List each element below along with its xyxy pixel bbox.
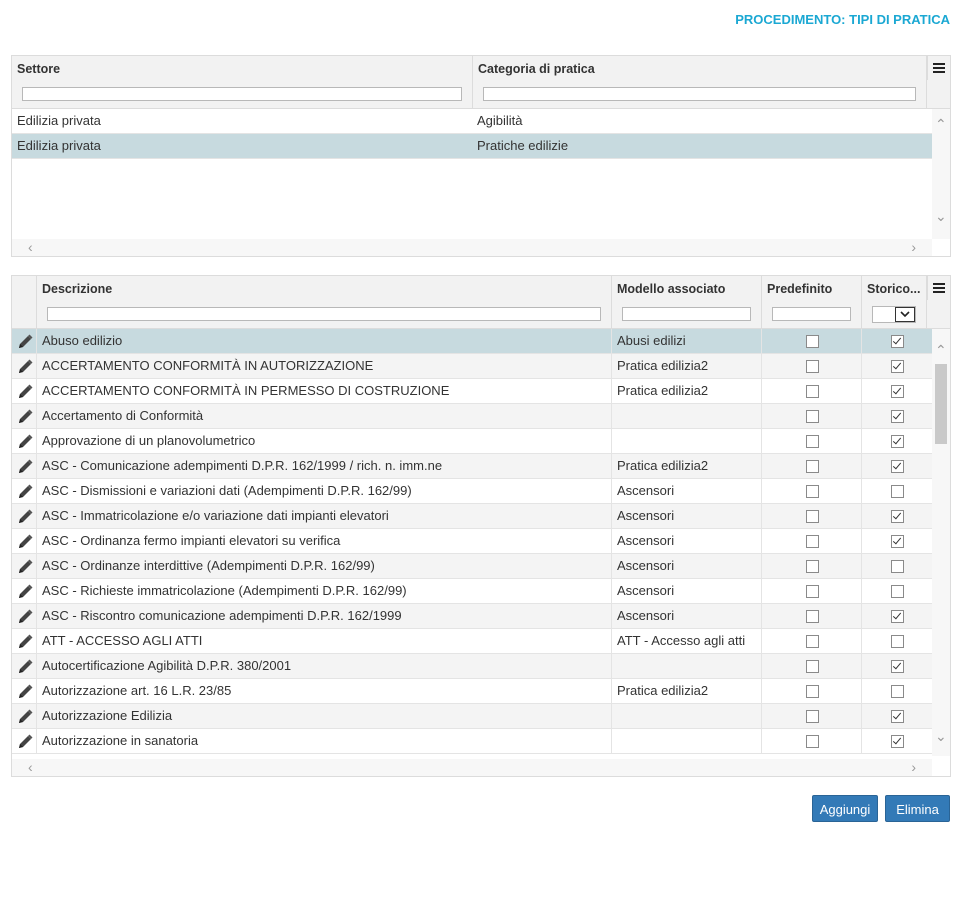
edit-cell[interactable] — [12, 729, 37, 753]
storico-checkbox[interactable] — [891, 685, 904, 698]
tipi-pratica-grid-body — [12, 329, 932, 756]
modello-cell: Abusi edilizi — [612, 329, 762, 353]
table-row[interactable] — [12, 629, 932, 654]
predefinito-checkbox[interactable] — [806, 510, 819, 523]
table-row[interactable] — [12, 329, 932, 354]
predefinito-cell — [762, 329, 862, 353]
storico-cell — [862, 729, 932, 753]
modello-cell — [612, 404, 762, 428]
delete-button[interactable]: Elimina — [885, 795, 950, 822]
edit-cell[interactable] — [12, 454, 37, 478]
column-descrizione-label: Descrizione — [42, 282, 113, 296]
predefinito-cell — [762, 679, 862, 703]
grid2-vertical-scrollbar[interactable] — [932, 329, 950, 756]
chevron-right-icon[interactable]: › — [911, 239, 916, 255]
storico-cell — [862, 654, 932, 678]
edit-cell[interactable] — [12, 479, 37, 503]
predefinito-checkbox[interactable] — [806, 410, 819, 423]
table-row[interactable] — [12, 109, 932, 134]
descrizione-cell: Accertamento di Conformità — [37, 404, 612, 428]
table-row[interactable] — [12, 529, 932, 554]
descrizione-cell: Approvazione di un planovolumetrico — [37, 429, 612, 453]
storico-cell — [862, 504, 932, 528]
storico-cell — [862, 479, 932, 503]
descrizione-cell: ASC - Dismissioni e variazioni dati (Adempimenti D.P.R. 162/99) — [37, 479, 612, 503]
column-modello[interactable] — [612, 276, 762, 328]
storico-checkbox[interactable] — [891, 660, 904, 673]
column-descrizione[interactable] — [37, 276, 612, 328]
predefinito-cell — [762, 554, 862, 578]
table-row[interactable] — [12, 604, 932, 629]
storico-cell — [862, 604, 932, 628]
predefinito-cell — [762, 529, 862, 553]
descrizione-cell: ATT - ACCESSO AGLI ATTI — [37, 629, 612, 653]
descrizione-filter-input[interactable] — [47, 307, 601, 321]
edit-cell[interactable] — [12, 604, 37, 628]
grid2-menu-button[interactable] — [927, 276, 950, 300]
page-title: PROCEDIMENTO: TIPI DI PRATICA — [735, 12, 950, 27]
settore-cell: Edilizia privata — [17, 138, 101, 153]
storico-cell — [862, 704, 932, 728]
storico-checkbox[interactable] — [891, 385, 904, 398]
predefinito-cell — [762, 604, 862, 628]
predefinito-cell — [762, 429, 862, 453]
predefinito-checkbox[interactable] — [806, 435, 819, 448]
predefinito-checkbox[interactable] — [806, 560, 819, 573]
table-row[interactable] — [12, 554, 932, 579]
storico-filter-select[interactable] — [872, 306, 916, 323]
storico-checkbox[interactable] — [891, 435, 904, 448]
storico-checkbox[interactable] — [891, 460, 904, 473]
modello-cell: Ascensori — [612, 579, 762, 603]
settore-cell: Edilizia privata — [17, 113, 101, 128]
chevron-up-icon[interactable]: ⌃ — [935, 116, 947, 132]
storico-cell — [862, 329, 932, 353]
predefinito-checkbox[interactable] — [806, 685, 819, 698]
grid1-menu-button[interactable] — [927, 56, 950, 80]
table-row[interactable] — [12, 404, 932, 429]
table-row[interactable] — [12, 354, 932, 379]
column-settore-label: Settore — [17, 62, 61, 76]
column-predefinito[interactable] — [762, 276, 862, 328]
predefinito-checkbox[interactable] — [806, 385, 819, 398]
predefinito-cell — [762, 504, 862, 528]
predefinito-cell — [762, 579, 862, 603]
edit-cell[interactable] — [12, 529, 37, 553]
edit-cell[interactable] — [12, 404, 37, 428]
predefinito-checkbox[interactable] — [806, 535, 819, 548]
modello-cell: Ascensori — [612, 504, 762, 528]
storico-checkbox[interactable] — [891, 735, 904, 748]
predefinito-checkbox[interactable] — [806, 635, 819, 648]
edit-cell[interactable] — [12, 554, 37, 578]
storico-checkbox[interactable] — [891, 710, 904, 723]
column-edit — [12, 276, 37, 328]
table-row[interactable] — [12, 654, 932, 679]
settore-grid — [11, 55, 951, 257]
storico-checkbox[interactable] — [891, 410, 904, 423]
storico-checkbox[interactable] — [891, 535, 904, 548]
storico-checkbox[interactable] — [891, 335, 904, 348]
descrizione-cell: Autocertificazione Agibilità D.P.R. 380/2001 — [37, 654, 612, 678]
edit-cell[interactable] — [12, 379, 37, 403]
storico-checkbox[interactable] — [891, 560, 904, 573]
column-modello-label: Modello associato — [617, 282, 726, 296]
modello-cell — [612, 729, 762, 753]
predefinito-cell — [762, 704, 862, 728]
predefinito-cell — [762, 654, 862, 678]
categoria-filter-input[interactable] — [483, 87, 916, 101]
table-row[interactable] — [12, 429, 932, 454]
descrizione-cell: ASC - Riscontro comunicazione adempimenti D.P.R. 162/1999 — [37, 604, 612, 628]
table-row[interactable] — [12, 134, 932, 159]
storico-checkbox[interactable] — [891, 360, 904, 373]
table-row[interactable] — [12, 729, 932, 754]
predefinito-checkbox[interactable] — [806, 485, 819, 498]
table-row[interactable] — [12, 579, 932, 604]
storico-cell — [862, 679, 932, 703]
storico-cell — [862, 629, 932, 653]
add-button[interactable]: Aggiungi — [812, 795, 878, 822]
table-row[interactable] — [12, 504, 932, 529]
storico-cell — [862, 354, 932, 378]
storico-cell — [862, 379, 932, 403]
predefinito-checkbox[interactable] — [806, 660, 819, 673]
descrizione-cell: ACCERTAMENTO CONFORMITÀ IN AUTORIZZAZIONE — [37, 354, 612, 378]
edit-cell[interactable] — [12, 354, 37, 378]
storico-cell — [862, 554, 932, 578]
predefinito-cell — [762, 729, 862, 753]
predefinito-checkbox[interactable] — [806, 585, 819, 598]
predefinito-checkbox[interactable] — [806, 460, 819, 473]
modello-cell — [612, 704, 762, 728]
modello-cell: Pratica edilizia2 — [612, 354, 762, 378]
tipi-pratica-grid-header — [12, 276, 950, 329]
edit-cell[interactable] — [12, 329, 37, 353]
column-predefinito-label: Predefinito — [767, 282, 833, 296]
predefinito-checkbox[interactable] — [806, 360, 819, 373]
storico-cell — [862, 579, 932, 603]
column-settore[interactable] — [12, 56, 473, 108]
predefinito-cell — [762, 454, 862, 478]
descrizione-cell: Autorizzazione art. 16 L.R. 23/85 — [37, 679, 612, 703]
storico-cell — [862, 404, 932, 428]
grid2-horizontal-scrollbar[interactable] — [12, 759, 932, 776]
table-row[interactable] — [12, 679, 932, 704]
storico-checkbox[interactable] — [891, 585, 904, 598]
storico-cell — [862, 429, 932, 453]
modello-filter-input[interactable] — [622, 307, 751, 321]
edit-cell[interactable] — [12, 579, 37, 603]
table-row[interactable] — [12, 379, 932, 404]
descrizione-cell: Autorizzazione in sanatoria — [37, 729, 612, 753]
modello-cell — [612, 654, 762, 678]
chevron-down-icon[interactable]: ⌄ — [935, 728, 947, 744]
storico-checkbox[interactable] — [891, 485, 904, 498]
descrizione-cell: ASC - Ordinanza fermo impianti elevatori su verifica — [37, 529, 612, 553]
settore-grid-body — [12, 109, 932, 239]
modello-cell: Ascensori — [612, 554, 762, 578]
predefinito-cell — [762, 379, 862, 403]
column-categoria[interactable] — [473, 56, 927, 108]
modello-cell: Pratica edilizia2 — [612, 679, 762, 703]
scrollbar-thumb[interactable] — [935, 364, 947, 444]
predefinito-checkbox[interactable] — [806, 335, 819, 348]
descrizione-cell: ACCERTAMENTO CONFORMITÀ IN PERMESSO DI COSTRUZIONE — [37, 379, 612, 403]
table-row[interactable] — [12, 704, 932, 729]
chevron-down-icon[interactable]: ⌄ — [935, 208, 947, 224]
storico-checkbox[interactable] — [891, 510, 904, 523]
predefinito-cell — [762, 479, 862, 503]
chevron-left-icon[interactable]: ‹ — [28, 759, 33, 775]
descrizione-cell: ASC - Ordinanze interdittive (Adempimenti D.P.R. 162/99) — [37, 554, 612, 578]
storico-checkbox[interactable] — [891, 635, 904, 648]
categoria-cell: Pratiche edilizie — [477, 138, 569, 153]
predefinito-checkbox[interactable] — [806, 710, 819, 723]
descrizione-cell: Autorizzazione Edilizia — [37, 704, 612, 728]
predefinito-checkbox[interactable] — [806, 610, 819, 623]
settore-grid-header — [12, 56, 950, 109]
column-storico-label: Storico... — [867, 282, 921, 296]
descrizione-cell: ASC - Immatricolazione e/o variazione dati impianti elevatori — [37, 504, 612, 528]
predefinito-checkbox[interactable] — [806, 735, 819, 748]
settore-filter-input[interactable] — [22, 87, 462, 101]
predefinito-cell — [762, 629, 862, 653]
storico-cell — [862, 454, 932, 478]
edit-cell[interactable] — [12, 429, 37, 453]
tipi-pratica-grid — [11, 275, 951, 777]
column-storico[interactable] — [862, 276, 927, 328]
table-row[interactable] — [12, 454, 932, 479]
column-categoria-label: Categoria di pratica — [478, 62, 595, 76]
predefinito-cell — [762, 404, 862, 428]
descrizione-cell: ASC - Richieste immatricolazione (Adempimenti D.P.R. 162/99) — [37, 579, 612, 603]
modello-cell: ATT - Accesso agli atti — [612, 629, 762, 653]
descrizione-cell: Abuso edilizio — [37, 329, 612, 353]
edit-cell[interactable] — [12, 654, 37, 678]
predefinito-filter-input[interactable] — [772, 307, 851, 321]
grid1-horizontal-scrollbar[interactable] — [12, 239, 932, 256]
chevron-up-icon[interactable]: ⌃ — [935, 342, 947, 358]
categoria-cell: Agibilità — [477, 113, 523, 128]
modello-cell: Pratica edilizia2 — [612, 379, 762, 403]
descrizione-cell: ASC - Comunicazione adempimenti D.P.R. 162/1999 / rich. n. imm.ne — [37, 454, 612, 478]
storico-checkbox[interactable] — [891, 610, 904, 623]
modello-cell: Ascensori — [612, 479, 762, 503]
chevron-right-icon[interactable]: › — [911, 759, 916, 775]
chevron-left-icon[interactable]: ‹ — [28, 239, 33, 255]
modello-cell — [612, 429, 762, 453]
table-row[interactable] — [12, 479, 932, 504]
modello-cell: Pratica edilizia2 — [612, 454, 762, 478]
edit-cell[interactable] — [12, 679, 37, 703]
grid1-vertical-scrollbar[interactable] — [932, 109, 950, 239]
modello-cell: Ascensori — [612, 529, 762, 553]
predefinito-cell — [762, 354, 862, 378]
edit-cell[interactable] — [12, 629, 37, 653]
chevron-down-icon[interactable] — [895, 307, 915, 322]
storico-cell — [862, 529, 932, 553]
edit-cell[interactable] — [12, 704, 37, 728]
modello-cell: Ascensori — [612, 604, 762, 628]
edit-cell[interactable] — [12, 504, 37, 528]
